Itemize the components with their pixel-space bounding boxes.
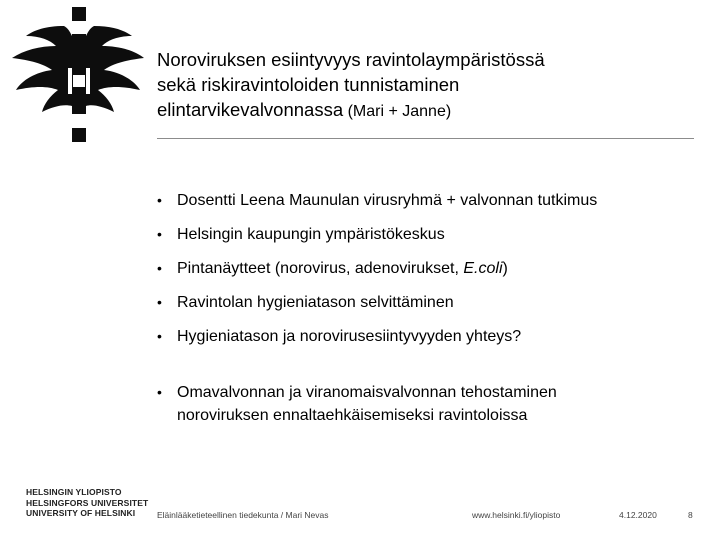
bullet-item bbox=[155, 257, 715, 280]
page-number: 8 bbox=[688, 510, 693, 520]
university-flame-logo-icon bbox=[6, 4, 146, 146]
university-name-en: UNIVERSITY OF HELSINKI bbox=[26, 508, 136, 518]
title-line-3-authors: (Mari + Janne) bbox=[343, 103, 452, 120]
bullet-item: • Helsingin kaupungin ympäristökeskus bbox=[155, 223, 715, 246]
bullet-item: • Dosentti Leena Maunulan virusryhmä + valvonnan tutkimus bbox=[155, 189, 715, 212]
bullet-line-2: noroviruksen ennaltaehkäisemiseksi ravintoloissa bbox=[177, 407, 528, 424]
university-name-fi: HELSINGIN YLIOPISTO bbox=[26, 487, 122, 497]
bullet-item: • Hygieniatason ja norovirusesiintyvyyden yhteys? bbox=[155, 325, 715, 348]
university-name-sv: HELSINGFORS UNIVERSITET bbox=[26, 497, 149, 508]
bullet-text: Pintanäytteet (norovirus, adenovirukset, bbox=[177, 260, 464, 277]
footer-url: www.helsinki.fi/yliopisto bbox=[472, 510, 561, 520]
footer-faculty: Eläinlääketieteellinen tiedekunta / Mari Nevas bbox=[157, 510, 329, 520]
bullet-list bbox=[155, 189, 715, 427]
title-line-3 bbox=[157, 97, 697, 124]
university-wordmark bbox=[26, 487, 148, 519]
title-line-3-main: elintarvikevalvonnassa bbox=[157, 99, 344, 120]
bullet-line-1: • Omavalvonnan ja viranomaisvalvonnan tehostaminen bbox=[177, 384, 557, 401]
bullet-item: • Ravintolan hygieniatason selvittäminen bbox=[155, 291, 715, 314]
title-line-2: sekä riskiravintoloiden tunnistaminen bbox=[157, 74, 460, 95]
slide-title bbox=[157, 47, 697, 124]
title-line-1: Noroviruksen esiintyvyys ravintolaympäristössä bbox=[157, 49, 545, 70]
footer-date: 4.12.2020 bbox=[619, 510, 657, 520]
title-divider bbox=[157, 138, 694, 139]
bullet-italic-text: E.coli bbox=[463, 260, 503, 277]
bullet-text: ) bbox=[502, 260, 508, 277]
bullet-item bbox=[155, 381, 715, 427]
